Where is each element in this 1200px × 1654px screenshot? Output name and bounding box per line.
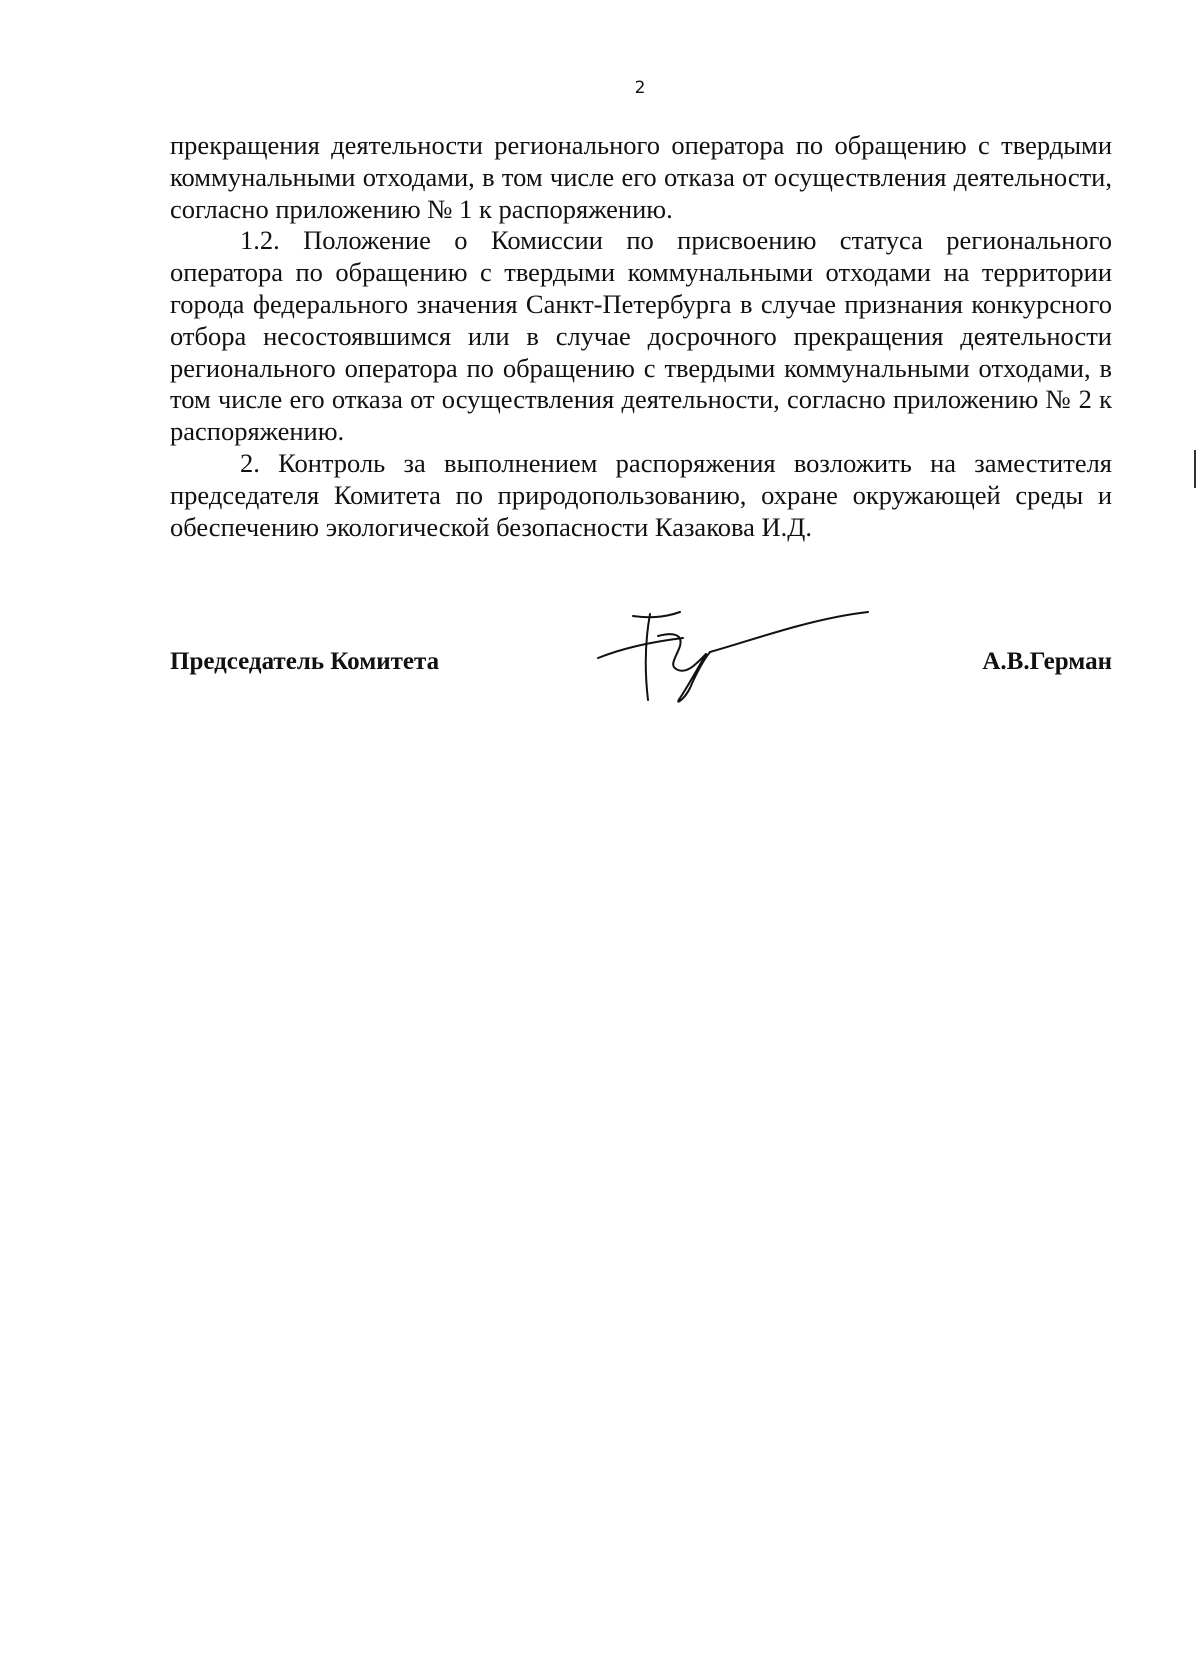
scan-edge-mark — [1194, 450, 1196, 488]
document-body — [170, 130, 1112, 543]
signer-name: А.В.Герман — [982, 648, 1112, 675]
paragraph-1-2: 1.2. Положение о Комиссии по присвоению статуса регионального оператора по обращению с твердыми коммунальными отходами на территории города федерального значения Санкт-Петербурга в случае признания конкурсного отбора несостоявшимся или в случае досрочного прекращения деятельности регионального оператора по обращению с твердыми коммунальными отходами, в том числе его отказа от осуществления деятельности, согласно приложению № 2 к распоряжению. — [170, 225, 1112, 447]
signer-title: Председатель Комитета — [170, 648, 440, 675]
page-number: 2 — [634, 78, 646, 98]
signature-block — [170, 640, 1112, 690]
handwritten-signature — [588, 596, 888, 706]
paragraph-continuation: прекращения деятельности регионального оператора по обращению с твердыми коммунальными отходами, в том числе его отказа от осуществления деятельности, согласно приложению № 1 к распоряжению. — [170, 130, 1112, 224]
paragraph-2: 2. Контроль за выполнением распоряжения возложить на заместителя председателя Комитета по природопользованию, охране окружающей среды и обеспечению экологической безопасности Казакова И.Д. — [170, 447, 1112, 542]
